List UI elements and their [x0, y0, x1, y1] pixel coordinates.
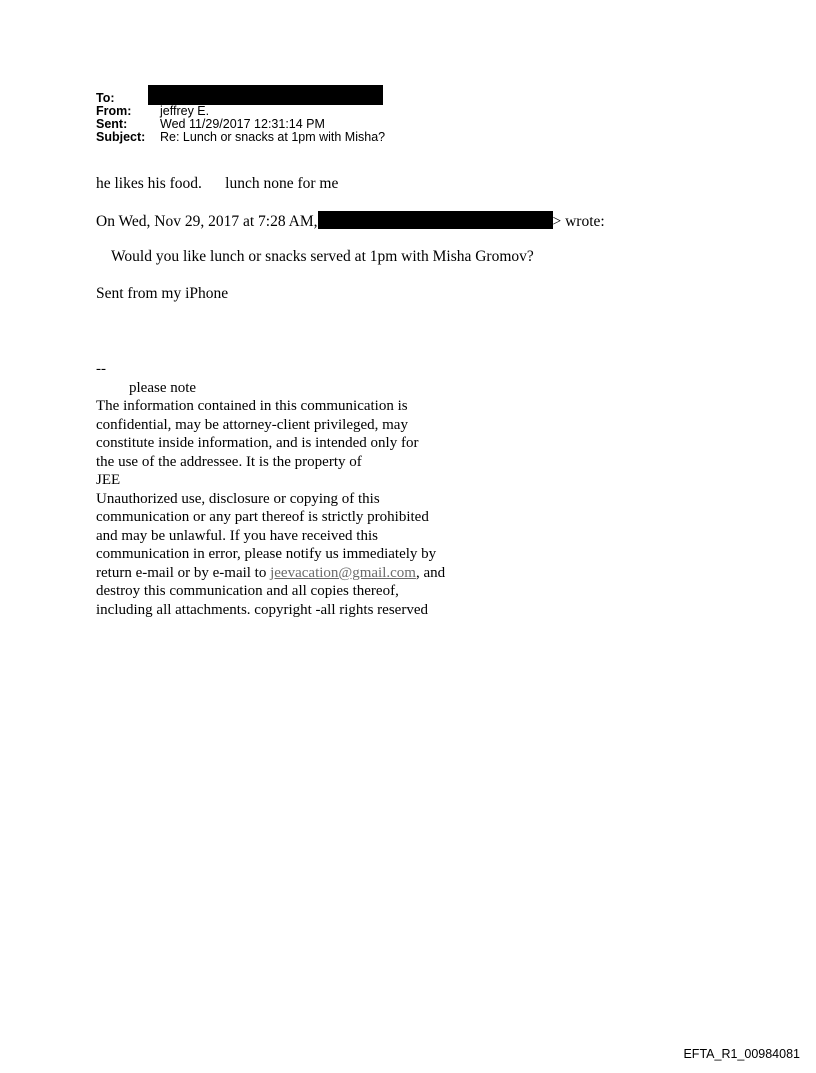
reply-text: he likes his food. lunch none for me [96, 175, 339, 192]
subject-label: Subject: [96, 130, 146, 144]
sent-value: Wed 11/29/2017 12:31:14 PM [160, 117, 325, 131]
disclaimer-line: destroy this communication and all copies thereof, [96, 583, 399, 599]
quote-intro [96, 211, 605, 231]
quoted-message: Would you like lunch or snacks served at 1pm with Misha Gromov? [111, 248, 534, 265]
disclaimer [96, 360, 445, 619]
disclaimer-line: communication in error, please notify us immediately by [96, 546, 437, 562]
signature: Sent from my iPhone [96, 285, 229, 302]
to-label: To: [96, 91, 115, 105]
to-row [96, 92, 385, 105]
subject-row [96, 131, 385, 144]
disclaimer-line: constitute inside information, and is intended only for [96, 435, 419, 451]
disclaimer-line: confidential, may be attorney-client privileged, may [96, 416, 408, 433]
document-id: EFTA_R1_00984081 [683, 1047, 800, 1061]
redacted-sender-address [318, 211, 553, 229]
subject-value: Re: Lunch or snacks at 1pm with Misha? [160, 130, 386, 144]
from-label: From: [96, 104, 132, 118]
email-line-before: return e-mail or by e-mail to [96, 564, 271, 581]
email-line-after: , and [415, 564, 446, 581]
disclaimer-line: including all attachments. copyright -all rights reserved [96, 601, 428, 618]
disclaimer-line: Unauthorized use, disclosure or copying of this [96, 490, 380, 507]
quote-intro-before: On Wed, Nov 29, 2017 at 7:28 AM, [96, 213, 318, 230]
email-link[interactable]: jeevacation@gmail.com [270, 564, 416, 581]
from-value: jeffrey E. [160, 104, 210, 118]
redacted-to-address [148, 85, 383, 105]
please-note: please note [129, 379, 197, 396]
disclaimer-line: JEE [96, 472, 121, 488]
disclaimer-line: the use of the addressee. It is the property of [96, 453, 362, 470]
disclaimer-line: communication or any part thereof is strictly prohibited [96, 509, 429, 525]
sent-label: Sent: [96, 117, 128, 131]
email-header [96, 92, 385, 144]
quote-intro-after: > wrote: [552, 213, 605, 230]
disclaimer-line: and may be unlawful. If you have received this [96, 527, 378, 544]
separator: -- [96, 361, 106, 377]
disclaimer-email-line [96, 564, 445, 583]
disclaimer-line: The information contained in this communication is [96, 398, 408, 414]
